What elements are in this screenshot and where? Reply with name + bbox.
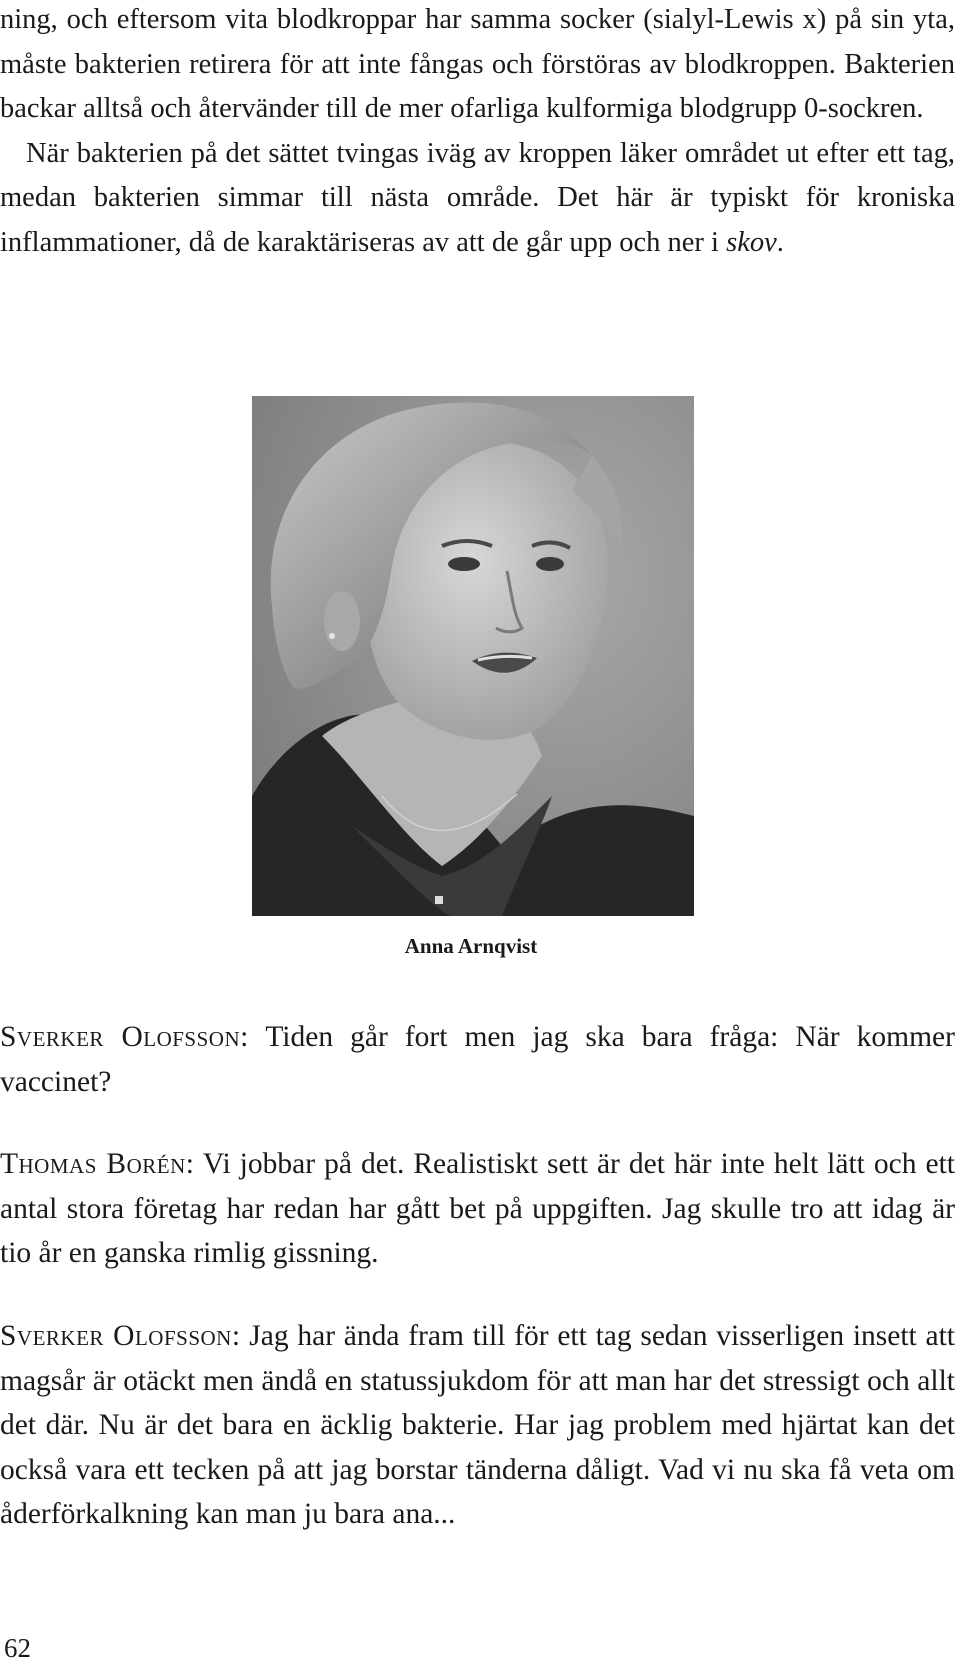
portrait-photo — [252, 396, 694, 916]
page-number: 62 — [4, 1633, 31, 1663]
dialogue-paragraph — [0, 1142, 955, 1276]
dialogue-entry — [0, 1314, 955, 1537]
intro-paragraph-2-main: När bakterien på det sättet tvingas iväg av kroppen läker området ut efter ett tag, medan bakterien simmar till nästa område. Det här är typiskt för kroniska inflammationer, då de karaktäriseras av att de går upp och ner i — [0, 137, 955, 258]
photo-caption: Anna Arnqvist — [404, 934, 538, 958]
intro-paragraph-2-italic: skov — [726, 226, 777, 258]
speaker-name: Thomas Borén: — [0, 1148, 195, 1180]
dialogue-entry — [0, 1015, 955, 1104]
dialogue-text: Vi jobbar på det. Realistiskt sett är det här inte helt lätt och ett antal stora företag har redan har gått bet på uppgiften. Jag skulle tro att idag är tio år en ganska rimlig gissning. — [0, 1148, 955, 1269]
speaker-name: Sverker Olofsson: — [0, 1320, 241, 1352]
dialogue-paragraph — [0, 1015, 955, 1104]
intro-text — [0, 0, 955, 265]
dialogue-text: Tiden går fort men jag ska bara fråga: När kommer vaccinet? — [0, 1021, 955, 1098]
intro-paragraph-1: ning, och eftersom vita blodkroppar har samma socker (sialyl-Lewis x) på sin yta, måste bakterien retirera för att inte fångas och förstöras av blodkroppen. Bakterien backar alltså och återvänder till de mer ofarliga kulformiga blodgrupp 0-sockren. — [0, 4, 955, 124]
dialogue-paragraph — [0, 1314, 955, 1537]
dialogue-entry — [0, 1142, 955, 1276]
intro-paragraph-2-end: . — [776, 226, 784, 258]
portrait-image — [252, 396, 694, 916]
dialogue-text: Jag har ända fram till för ett tag sedan visserligen insett att magsår är otäckt men ändå en statussjukdom för att man har det stressigt och allt det där. Nu är det bara en äcklig bakterie. Har jag problem med hjärtat kan det också vara ett tecken på att jag borstar tänderna dåligt. Vad vi nu ska få veta om åderförkalkning kan man ju bara ana... — [0, 1320, 955, 1530]
speaker-name: Sverker Olofsson: — [0, 1021, 249, 1053]
intro-paragraph-2 — [0, 132, 955, 266]
